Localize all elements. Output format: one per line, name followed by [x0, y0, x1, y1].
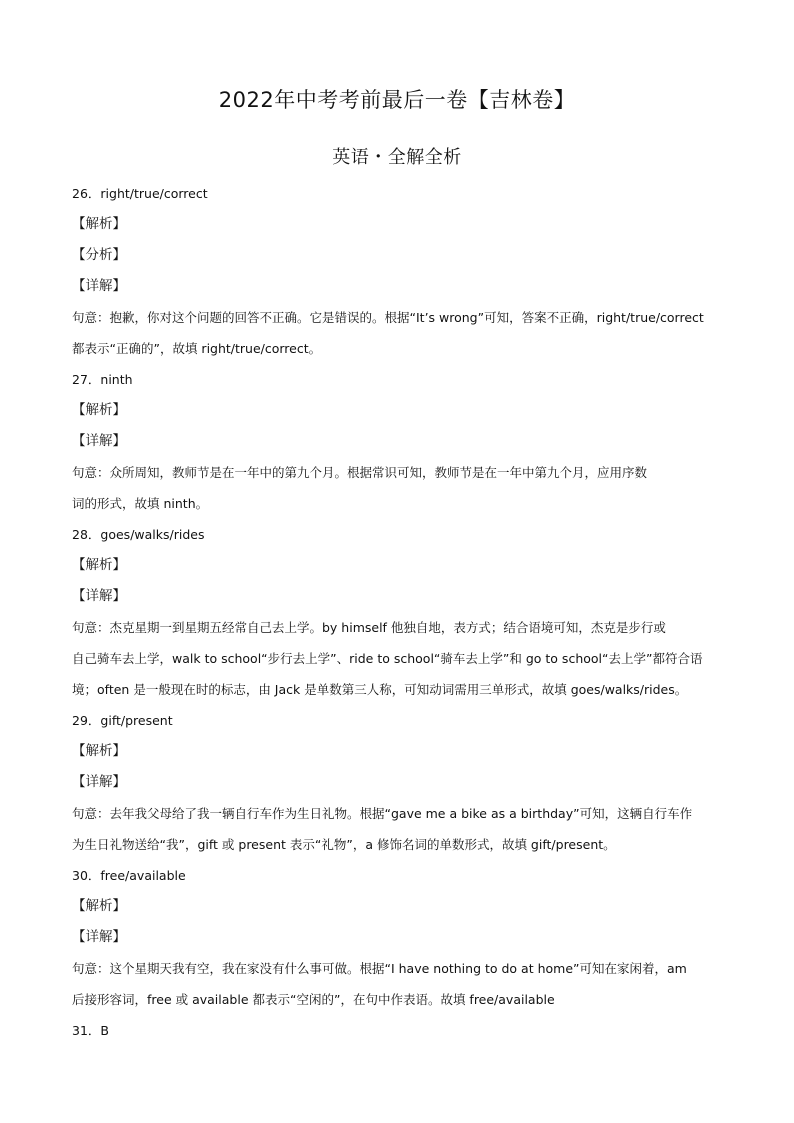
question-number-31: 31．B: [72, 1023, 109, 1038]
explanation-line: 为生日礼物送给“我”，gift 或 present 表示“礼物”，a 修饰名词的单数形式，故填 gift/present。: [72, 837, 616, 852]
explanation-line: 句意：众所周知，教师节是在一年中的第九个月。根据常识可知，教师节是在一年中第九个月，应用序数: [72, 465, 648, 480]
label-jiexi-27: 【解析】: [72, 402, 126, 418]
label-fenxi-26: 【分析】: [72, 247, 126, 263]
label-xiangjie-30: 【详解】: [72, 929, 126, 945]
label-jiexi-29: 【解析】: [72, 743, 126, 759]
explanation-line: 自己骑车去上学，walk to school“步行去上学”、ride to school“骑车去上学”和 go to school“去上学”都符合语: [72, 651, 703, 666]
explanation-line: 句意：杰克星期一到星期五经常自己去上学。by himself 他独自地，表方式；结合语境可知，杰克是步行或: [72, 620, 666, 635]
question-number-30: 30．free/available: [72, 868, 186, 883]
label-xiangjie-29: 【详解】: [72, 774, 126, 790]
label-xiangjie-26: 【详解】: [72, 278, 126, 294]
label-jiexi-28: 【解析】: [72, 557, 126, 573]
question-number-29: 29．gift/present: [72, 713, 173, 728]
question-number-27: 27．ninth: [72, 372, 133, 387]
label-jiexi-26: 【解析】: [72, 216, 126, 232]
label-xiangjie-28: 【详解】: [72, 588, 126, 604]
explanation-line: 都表示“正确的”，故填 right/true/correct。: [72, 341, 322, 356]
explanation-line: 境；often 是一般现在时的标志，由 Jack 是单数第三人称，可知动词需用三单形式，故填 goes/walks/rides。: [72, 682, 688, 697]
explanation-line: 句意：去年我父母给了我一辆自行车作为生日礼物。根据“gave me a bike as a birthday”可知，这辆自行车作: [72, 806, 693, 821]
explanation-line: 词的形式，故填 ninth。: [72, 496, 209, 511]
page-subtitle: 英语・全解全析: [332, 147, 462, 168]
question-number-26: 26．right/true/correct: [72, 186, 208, 201]
page-title: 2022年中考考前最后一卷【吉林卷】: [218, 88, 576, 112]
label-jiexi-30: 【解析】: [72, 898, 126, 914]
explanation-line: 句意：这个星期天我有空，我在家没有什么事可做。根据“I have nothing to do at home”可知在家闲着，am: [72, 961, 687, 976]
answer-content: [72, 178, 722, 1046]
explanation-line: 后接形容词，free 或 available 都表示“空闲的”，在句中作表语。故填 free/available: [72, 992, 555, 1007]
explanation-line: 句意：抱歉，你对这个问题的回答不正确。它是错误的。根据“It’s wrong”可知，答案不正确，right/true/correct: [72, 310, 704, 325]
label-xiangjie-27: 【详解】: [72, 433, 126, 449]
question-number-28: 28．goes/walks/rides: [72, 527, 205, 542]
